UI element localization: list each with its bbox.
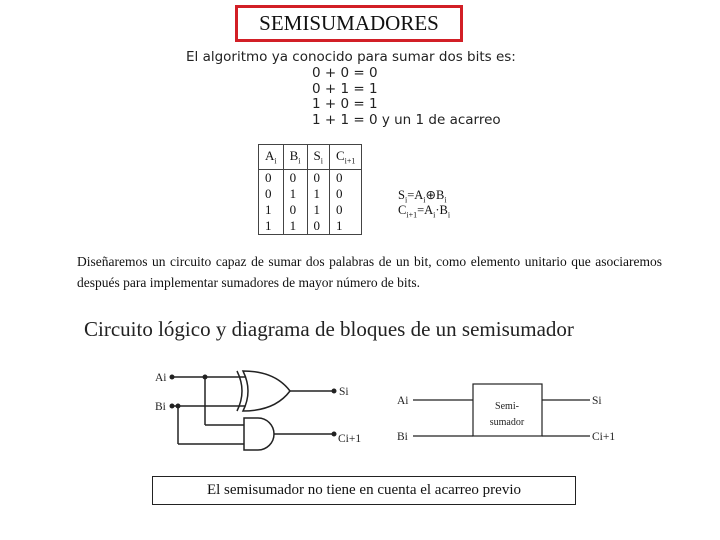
sum-output-node	[332, 389, 337, 394]
table-cell: 1	[283, 218, 307, 235]
equation-2: 0 + 1 = 1	[312, 81, 378, 97]
logic-label-bi: Bi	[155, 401, 166, 413]
table-cell: 0	[259, 170, 284, 187]
equation-1: 0 + 0 = 0	[312, 65, 378, 81]
block-label-ci1: Ci+1	[592, 431, 616, 443]
table-cell: 0	[330, 186, 362, 202]
junction-b	[176, 404, 181, 409]
note-text: El semisumador no tiene en cuenta el acarreo previo	[206, 482, 522, 498]
table-cell: 0	[283, 202, 307, 218]
block-label-line2: sumador	[489, 417, 525, 428]
algorithm-intro: El algoritmo ya conocido para sumar dos bits es:	[186, 49, 516, 65]
page-title-text: SEMISUMADORES	[259, 11, 439, 35]
block-label-ai: Ai	[397, 395, 409, 407]
header-ai: $A_i$	[259, 145, 284, 170]
sum-formula: $S_i=A_i\oplus B_i$	[398, 188, 447, 205]
carry-output-node	[332, 432, 337, 437]
note-box	[152, 476, 576, 505]
input-a-node	[170, 375, 175, 380]
equation-3: 1 + 0 = 1	[312, 96, 378, 112]
table-cell: 1	[330, 218, 362, 235]
table-cell: 1	[259, 202, 284, 218]
header-bi: $B_i$	[283, 145, 307, 170]
table-cell: 0	[283, 170, 307, 187]
logic-label-ci1: Ci+1	[338, 433, 362, 445]
junction-a	[203, 375, 208, 380]
xor-gate	[243, 371, 290, 411]
input-b-node	[170, 404, 175, 409]
table-cell: 0	[330, 170, 362, 187]
table-cell: 1	[307, 202, 329, 218]
logic-circuit	[172, 371, 334, 450]
table-cell: 1	[283, 186, 307, 202]
and-gate	[244, 418, 274, 450]
logic-label-ai: Ai	[155, 372, 167, 384]
table-cell: 0	[307, 218, 329, 235]
table-cell: 1	[307, 186, 329, 202]
header-si: $S_i$	[307, 145, 329, 170]
equation-4: 1 + 1 = 0 y un 1 de acarreo	[312, 112, 501, 128]
table-cell: 0	[307, 170, 329, 187]
description-paragraph: Diseñaremos un circuito capaz de sumar dos palabras de un bit, como elemento unitario que asociaremos después para implementar sumadores de mayor número de bits.	[77, 254, 662, 290]
block-label-bi: Bi	[397, 431, 408, 443]
logic-label-si: Si	[339, 386, 349, 398]
table-cell: 0	[259, 186, 284, 202]
table-cell: 1	[259, 218, 284, 235]
block-label-si: Si	[592, 395, 602, 407]
diagram-heading: Circuito lógico y diagrama de bloques de un semisumador	[84, 317, 574, 341]
header-ci1: $C_{i+1}$	[330, 145, 362, 170]
table-cell: 0	[330, 202, 362, 218]
carry-formula: $C_{i+1}=A_i\cdot B_i$	[398, 203, 451, 220]
block-label-line1: Semi-	[495, 401, 519, 412]
